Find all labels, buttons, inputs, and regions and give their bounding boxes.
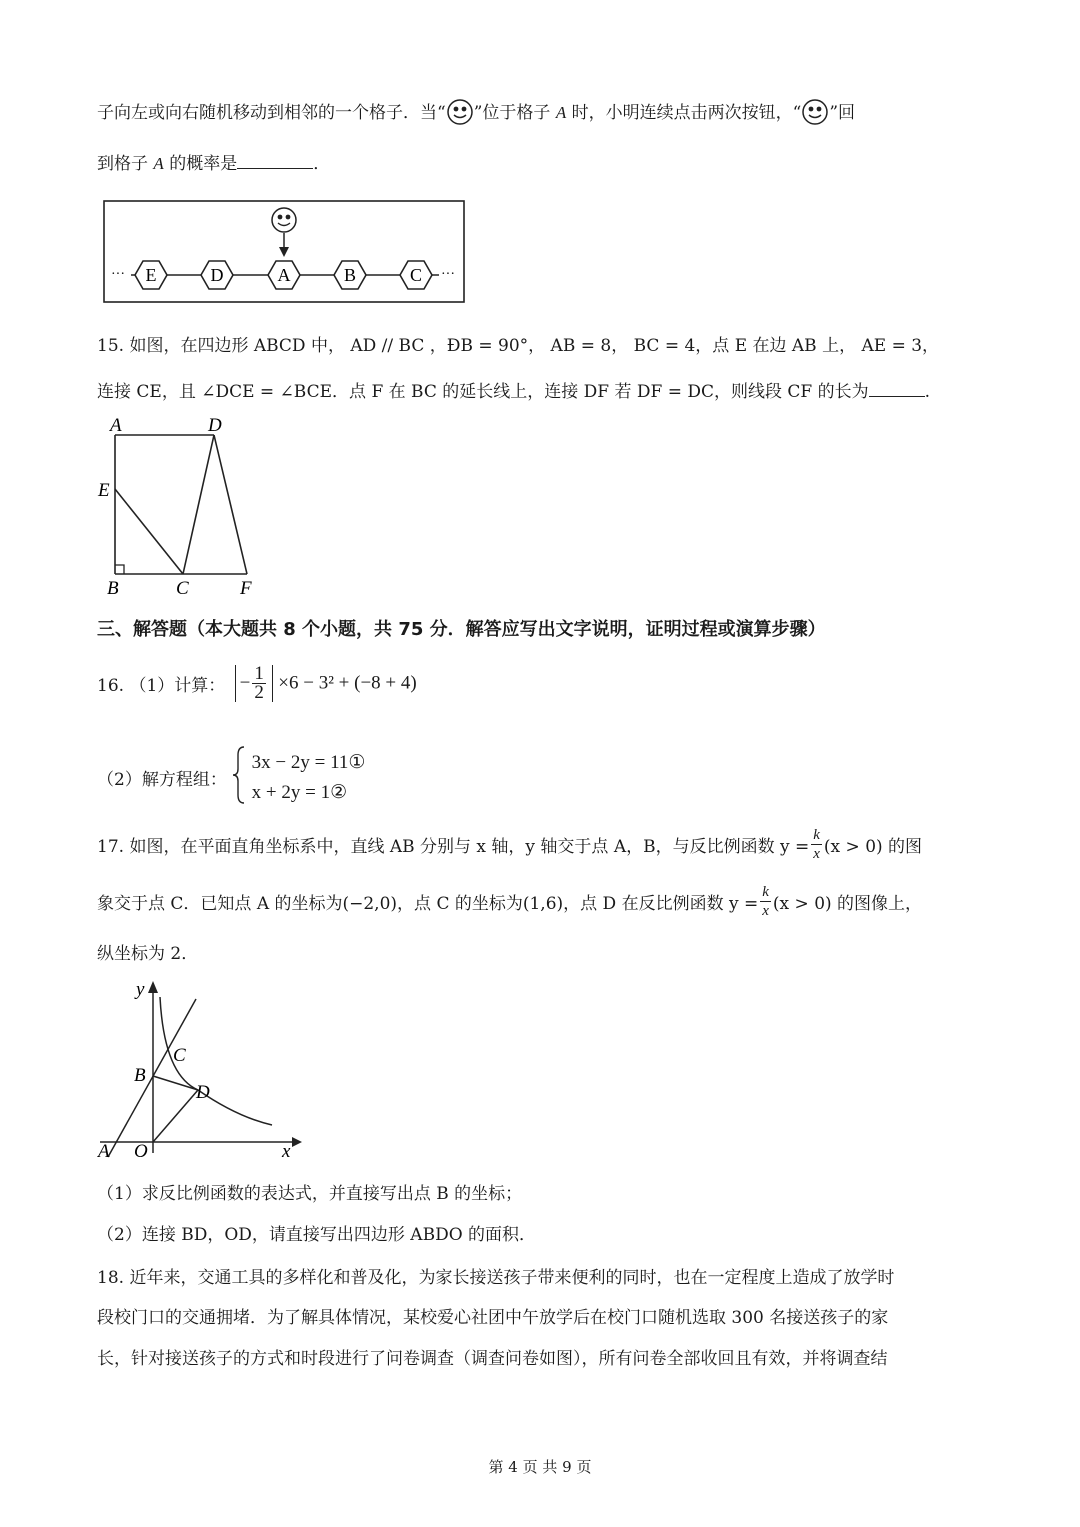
quadrilateral-figure [92,412,272,602]
p15-line2: 连接 CE，且 ∠DCE = ∠BCE．点 F 在 BC 的延长线上，连接 DF 若 DF = DC，则线段 CF 的长为 . [97,378,930,404]
left-ellipsis: ··· [111,267,125,282]
label-b: B [134,1065,146,1086]
p16-q2: （2）解方程组： 3x − 2y = 11① x + 2y = 1② [97,745,365,810]
answer-blank [869,378,925,397]
p15-line1: 15. 如图，在四边形 ABCD 中， AD // BC ，ÐB = 90°， AB = 8， BC = 4，点 E 在边 AB 上， AE = 3， [97,336,940,356]
smiley-icon [801,98,829,126]
p18-line2: 段校门口的交通拥堵．为了解具体情况，某校爱心社团中午放学后在校门口随机选取 300 名接送孩子的家 [97,1308,889,1328]
p17-q2: （2）连接 BD，OD，请直接写出四边形 ABDO 的面积． [97,1225,537,1245]
hex-label-b: B [343,265,357,285]
p17-line2: 象交于点 C．已知点 A 的坐标为(−2,0)，点 C 的坐标为(1,6)，点 D 在反比例函数 y = $\frac{k}{x}$ (x > 0) 的图像上， [97,884,923,919]
equation-system [252,748,366,808]
fraction-half: $\frac{1}{2}$ [254,663,264,703]
axis-label-x: x [282,1141,291,1160]
smiley-marker-icon [272,208,296,232]
p17-line3: 纵坐标为 2． [97,944,199,964]
hex-label-e: E [145,265,157,285]
label-o: O [134,1141,148,1160]
equation-2: x + 2y = 1② [251,781,348,803]
label-c: C [173,1045,186,1066]
answer-blank [237,150,313,169]
abs-expression: − $\frac{1}{2}$ [235,665,273,702]
p16-q1: 16. （1）计算： − $\frac{1}{2}$ ×6 − 3² + (−8 + 4) [97,663,417,703]
label-f: F [240,578,252,599]
p17-q1: （1）求反比例函数的表达式，并直接写出点 B 的坐标； [97,1184,523,1204]
label-c: C [176,578,189,599]
hex-label-c: C [409,265,423,285]
hex-label-a: A [277,265,291,285]
brace-icon [232,745,246,810]
p18-line3: 长，针对接送孩子的方式和时段进行了问卷调查（调查问卷如图），所有问卷全部收回且有效，并将调查结 [97,1349,888,1369]
p14-line1: 子向左或向右随机移动到相邻的一个格子．当“ ”位于格子 A 时，小明连续点击两次按钮，“ ”回 [97,98,855,126]
smiley-icon [446,98,474,126]
axis-label-y: y [136,979,145,1000]
x-arrow-icon [292,1137,302,1147]
p17-line1: 17. 如图，在平面直角坐标系中，直线 AB 分别与 x 轴，y 轴交于点 A，B，与反比例函数 y = $\frac{k}{x}$ (x > 0) 的图 [97,827,923,862]
p18-line1: 18. 近年来，交通工具的多样化和普及化，为家长接送孩子带来便利的同时，也在一定程度上造成了放学时 [97,1268,895,1288]
fraction-k-over-x: $\frac{k}{x}$ [813,827,820,862]
equation-1: 3x − 2y = 11① [251,751,366,773]
hexagon-grid-figure [103,200,465,303]
p14-line2: 到格子 A 的概率是 ． [97,150,330,176]
label-b: B [107,578,119,599]
label-a: A [98,1141,110,1160]
fraction-k-over-x: $\frac{k}{x}$ [762,884,769,919]
hex-label-d: D [210,265,224,285]
down-arrow-icon [279,233,289,257]
coordinate-figure [92,975,307,1160]
right-ellipsis: ··· [441,267,455,282]
y-arrow-icon [148,981,158,993]
label-d: D [208,415,222,436]
label-a: A [110,415,122,436]
page-footer: 第 4 页 共 9 页 [488,1458,592,1476]
section-heading: 三、解答题（本大题共 8 个小题，共 75 分．解答应写出文字说明，证明过程或演算步骤） [97,619,826,640]
label-d: D [196,1082,210,1103]
label-e: E [98,480,110,501]
